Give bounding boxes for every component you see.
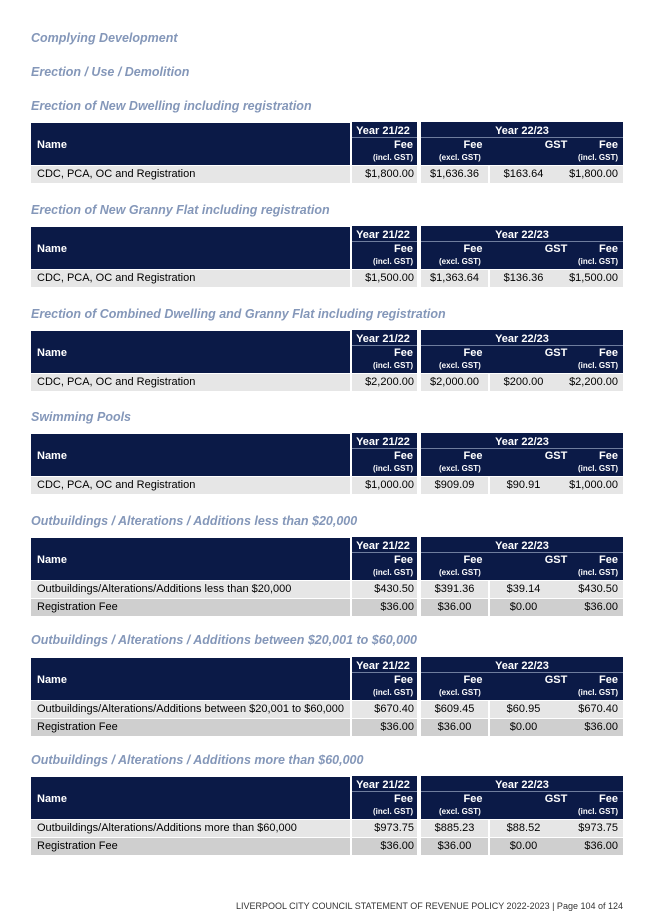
year-2223-header: Year 22/23	[495, 125, 549, 137]
col-fee-header: Fee	[394, 347, 413, 359]
col-fee-header: Fee	[463, 347, 483, 359]
table-row	[31, 477, 623, 494]
page-footer: LIVERPOOL CITY COUNCIL STATEMENT OF REVENUE POLICY 2022-2023 | Page 104 of 124	[236, 901, 623, 911]
gst-amount: $88.52	[490, 820, 557, 837]
gst-amount: $60.95	[490, 701, 557, 718]
col-incl-gst-sub: (incl. GST)	[578, 361, 618, 370]
fee-2122: $973.75	[352, 820, 417, 837]
col-fee-header: Fee	[463, 793, 483, 805]
col-incl-gst-sub: (incl. GST)	[373, 807, 413, 816]
col-gst-header: GST	[544, 674, 568, 686]
year-2223-header: Year 22/23	[495, 333, 549, 345]
col-excl-gst-sub: (excl. GST)	[439, 568, 481, 577]
gst-amount: $0.00	[490, 719, 557, 736]
fee-incl-gst: $670.40	[557, 701, 623, 718]
col-incl-gst-sub: (incl. GST)	[578, 568, 618, 577]
table-row	[31, 701, 623, 718]
fee-incl-gst: $36.00	[557, 599, 623, 616]
table-header	[31, 226, 623, 269]
col-fee-header: Fee	[463, 674, 483, 686]
fee-incl-gst: $2,200.00	[557, 374, 623, 391]
fee-excl-gst: $885.23	[421, 820, 488, 837]
heading-erection-use-demolition: Erection / Use / Demolition	[31, 65, 190, 79]
col-excl-gst-sub: (excl. GST)	[439, 361, 481, 370]
row-name: Outbuildings/Alterations/Additions more than $60,000	[31, 820, 350, 837]
table-header	[31, 433, 623, 476]
fee-excl-gst: $36.00	[421, 838, 488, 855]
table-row	[31, 838, 623, 855]
fee-2122: $36.00	[352, 599, 417, 616]
row-name: Registration Fee	[31, 838, 350, 855]
col-fee-header: Fee	[394, 243, 413, 255]
section-title: Outbuildings / Alterations / Additions less than $20,000	[31, 514, 358, 528]
col-incl-gst-sub: (incl. GST)	[578, 688, 618, 697]
col-name-header: Name	[37, 450, 67, 462]
gst-amount: $136.36	[490, 270, 557, 287]
fee-incl-gst: $430.50	[557, 581, 623, 598]
col-fee-header: Fee	[394, 450, 413, 462]
fee-2122: $36.00	[352, 719, 417, 736]
col-incl-gst-sub: (incl. GST)	[578, 807, 618, 816]
col-fee-header: Fee	[599, 554, 618, 566]
gst-amount: $0.00	[490, 599, 557, 616]
fee-2122: $1,800.00	[352, 166, 417, 183]
col-name-header: Name	[37, 347, 67, 359]
row-name: Outbuildings/Alterations/Additions less than $20,000	[31, 581, 350, 598]
col-excl-gst-sub: (excl. GST)	[439, 257, 481, 266]
col-name-header: Name	[37, 139, 67, 151]
col-name-header: Name	[37, 243, 67, 255]
year-2223-header: Year 22/23	[495, 779, 549, 791]
fee-excl-gst: $2,000.00	[421, 374, 488, 391]
row-name: CDC, PCA, OC and Registration	[31, 374, 350, 391]
year-2223-header: Year 22/23	[495, 540, 549, 552]
col-gst-header: GST	[544, 347, 568, 359]
fee-table	[31, 330, 623, 391]
col-incl-gst-sub: (incl. GST)	[578, 464, 618, 473]
col-name-header: Name	[37, 793, 67, 805]
gst-amount: $163.64	[490, 166, 557, 183]
col-gst-header: GST	[544, 139, 568, 151]
fee-excl-gst: $909.09	[421, 477, 488, 494]
col-name-header: Name	[37, 674, 67, 686]
fee-table	[31, 776, 623, 855]
col-excl-gst-sub: (excl. GST)	[439, 688, 481, 697]
fee-incl-gst: $973.75	[557, 820, 623, 837]
year-2122-header: Year 21/22	[356, 333, 410, 345]
fee-excl-gst: $609.45	[421, 701, 488, 718]
year-2122-header: Year 21/22	[356, 229, 410, 241]
gst-amount: $90.91	[490, 477, 557, 494]
col-incl-gst-sub: (incl. GST)	[373, 464, 413, 473]
heading-complying-development: Complying Development	[31, 31, 178, 45]
table-header	[31, 122, 623, 165]
col-excl-gst-sub: (excl. GST)	[439, 807, 481, 816]
fee-incl-gst: $1,800.00	[557, 166, 623, 183]
col-gst-header: GST	[544, 450, 568, 462]
fee-excl-gst: $391.36	[421, 581, 488, 598]
table-header	[31, 330, 623, 373]
col-fee-header: Fee	[599, 793, 618, 805]
col-fee-header: Fee	[394, 674, 413, 686]
col-fee-header: Fee	[599, 450, 618, 462]
section-title: Erection of New Dwelling including registration	[31, 99, 312, 113]
section-title: Outbuildings / Alterations / Additions more than $60,000	[31, 753, 364, 767]
col-gst-header: GST	[544, 793, 568, 805]
gst-amount: $39.14	[490, 581, 557, 598]
fee-2122: $2,200.00	[352, 374, 417, 391]
fee-excl-gst: $36.00	[421, 599, 488, 616]
year-2122-header: Year 21/22	[356, 436, 410, 448]
col-fee-header: Fee	[394, 139, 413, 151]
table-header	[31, 776, 623, 819]
fee-incl-gst: $36.00	[557, 719, 623, 736]
fee-excl-gst: $1,363.64	[421, 270, 488, 287]
fee-table	[31, 537, 623, 616]
row-name: Registration Fee	[31, 599, 350, 616]
year-2122-header: Year 21/22	[356, 660, 410, 672]
fee-table	[31, 122, 623, 183]
row-name: Registration Fee	[31, 719, 350, 736]
col-fee-header: Fee	[463, 243, 483, 255]
col-incl-gst-sub: (incl. GST)	[373, 361, 413, 370]
col-fee-header: Fee	[599, 139, 618, 151]
col-fee-header: Fee	[463, 450, 483, 462]
year-2223-header: Year 22/23	[495, 436, 549, 448]
col-fee-header: Fee	[394, 793, 413, 805]
fee-table	[31, 657, 623, 736]
section-title: Erection of Combined Dwelling and Granny Flat including registration	[31, 307, 446, 321]
year-2122-header: Year 21/22	[356, 125, 410, 137]
section-title: Outbuildings / Alterations / Additions between $20,001 to $60,000	[31, 633, 417, 647]
col-incl-gst-sub: (incl. GST)	[373, 688, 413, 697]
fee-2122: $670.40	[352, 701, 417, 718]
fee-2122: $430.50	[352, 581, 417, 598]
fee-incl-gst: $36.00	[557, 838, 623, 855]
col-incl-gst-sub: (incl. GST)	[578, 153, 618, 162]
table-row	[31, 374, 623, 391]
fee-incl-gst: $1,500.00	[557, 270, 623, 287]
year-2223-header: Year 22/23	[495, 660, 549, 672]
section-title: Swimming Pools	[31, 410, 132, 424]
year-2223-header: Year 22/23	[495, 229, 549, 241]
col-incl-gst-sub: (incl. GST)	[373, 153, 413, 162]
col-fee-header: Fee	[599, 347, 618, 359]
col-gst-header: GST	[544, 554, 568, 566]
table-row	[31, 719, 623, 736]
table-row	[31, 270, 623, 287]
col-incl-gst-sub: (incl. GST)	[578, 257, 618, 266]
col-excl-gst-sub: (excl. GST)	[439, 153, 481, 162]
fee-incl-gst: $1,000.00	[557, 477, 623, 494]
col-fee-header: Fee	[394, 554, 413, 566]
table-header	[31, 657, 623, 700]
table-row	[31, 166, 623, 183]
col-incl-gst-sub: (incl. GST)	[373, 568, 413, 577]
fee-2122: $1,000.00	[352, 477, 417, 494]
col-name-header: Name	[37, 554, 67, 566]
gst-amount: $0.00	[490, 838, 557, 855]
col-fee-header: Fee	[463, 554, 483, 566]
fee-excl-gst: $36.00	[421, 719, 488, 736]
table-row	[31, 599, 623, 616]
col-fee-header: Fee	[599, 674, 618, 686]
year-2122-header: Year 21/22	[356, 779, 410, 791]
col-incl-gst-sub: (incl. GST)	[373, 257, 413, 266]
section-title: Erection of New Granny Flat including registration	[31, 203, 330, 217]
fee-2122: $36.00	[352, 838, 417, 855]
year-2122-header: Year 21/22	[356, 540, 410, 552]
row-name: CDC, PCA, OC and Registration	[31, 270, 350, 287]
col-gst-header: GST	[544, 243, 568, 255]
table-header	[31, 537, 623, 580]
col-fee-header: Fee	[599, 243, 618, 255]
row-name: Outbuildings/Alterations/Additions between $20,001 to $60,000	[31, 701, 350, 718]
row-name: CDC, PCA, OC and Registration	[31, 166, 350, 183]
fee-2122: $1,500.00	[352, 270, 417, 287]
table-row	[31, 820, 623, 837]
gst-amount: $200.00	[490, 374, 557, 391]
fee-excl-gst: $1,636.36	[421, 166, 488, 183]
fee-table	[31, 433, 623, 494]
col-excl-gst-sub: (excl. GST)	[439, 464, 481, 473]
col-fee-header: Fee	[463, 139, 483, 151]
fee-table	[31, 226, 623, 287]
table-row	[31, 581, 623, 598]
row-name: CDC, PCA, OC and Registration	[31, 477, 350, 494]
